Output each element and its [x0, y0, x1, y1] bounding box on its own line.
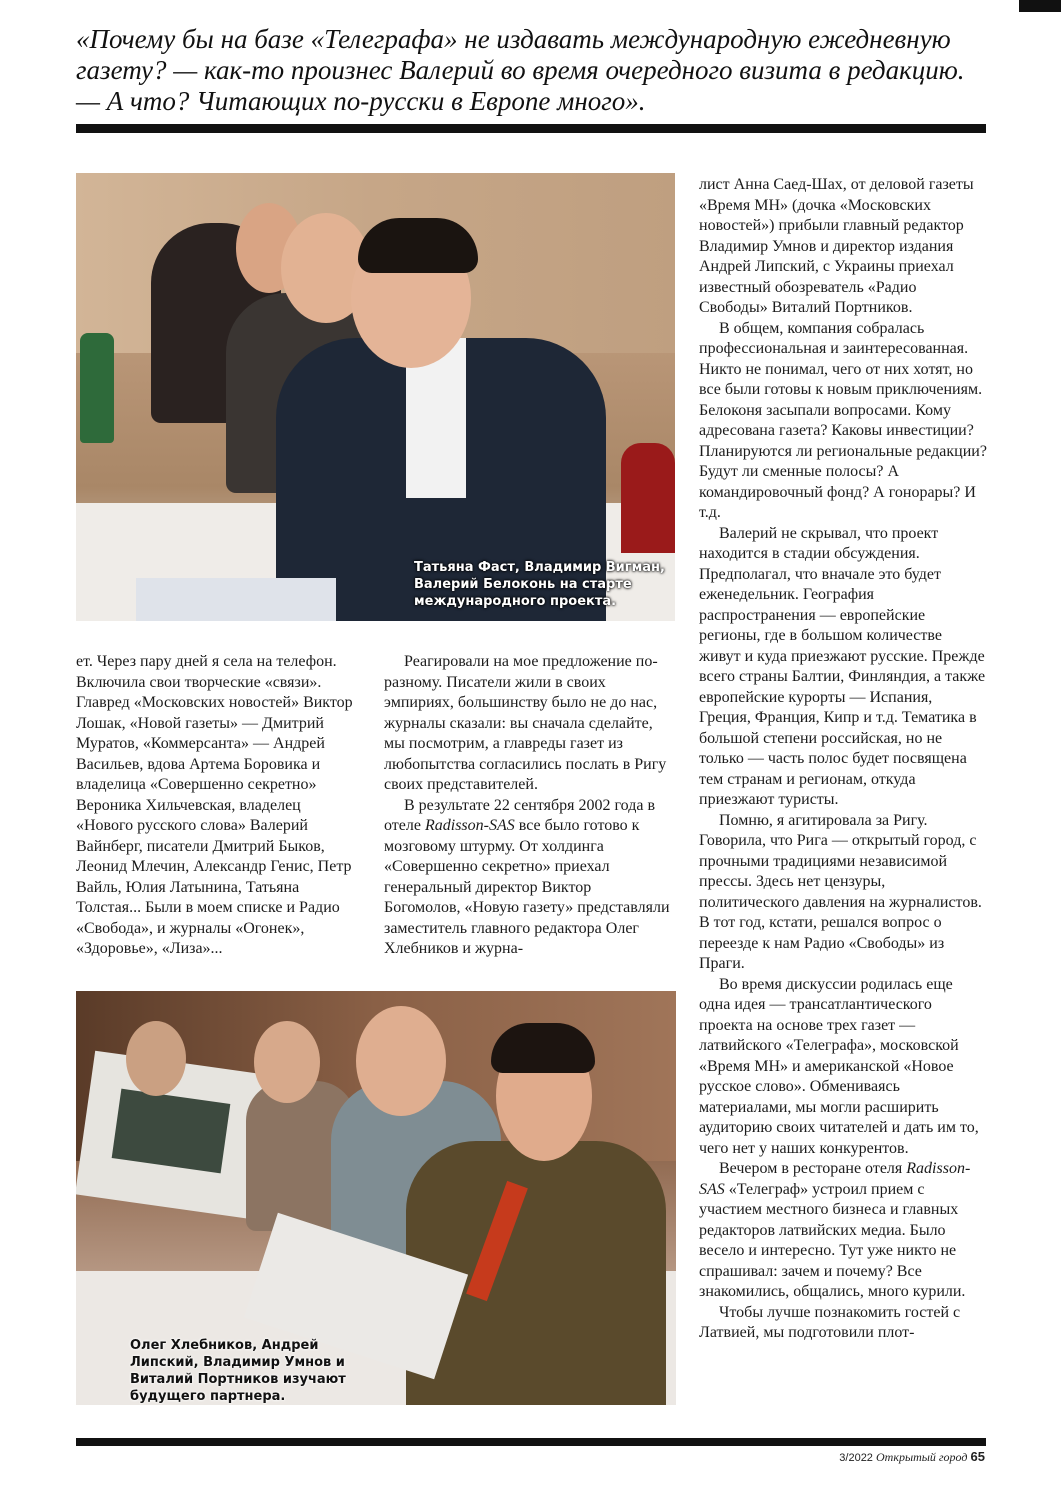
person-2-face — [254, 1021, 320, 1103]
text-run: Вечером в ресторане отеля — [719, 1160, 907, 1177]
footer-divider — [76, 1438, 986, 1446]
column-3-paragraph-5: Во время дискуссии родилась еще одна идея — трансатлантического проекта на основе трех газет — латвийского «Телеграфа», московской «Время МН» и американской «Новое русское слово». Обмениваясь материалами, мы могли расширить аудиторию своих читателей и дать им то, чего нет у наших конкурентов. — [699, 975, 979, 1157]
hotel-name: Radisson-SAS — [424, 817, 515, 834]
column-1-paragraph: ет. Через пару дней я села на телефон. Включила свои творческие «связи». Главред «Московских новостей» Виктор Лошак, «Новой газеты» — Дмитрий Муратов, «Коммерсанта» — Андрей Васильев, вдова Артема Боровика и владелица «Совершенно секретно» Вероника Хильчевская, владелец «Нового русского слова» Валерий Вайнберг, писатели Дмитрий Быков, Леонид Млечин, Александр Генис, Петр Вайль, Юлия Латынина, Татьяна Толстая... Были в моем списке и Радио «Свобода», и журналы «Огонек», «Здоровье», «Лиза»... — [76, 653, 353, 957]
column-3-paragraph-3: Валерий не скрывал, что проект находится в стадии обсуждения. Предполагал, что вначале это будет еженедельник. География распространения — европейские регионы, где в большом количестве живут и куда приезжают русские. Прежде всего страны Балтии, Финляндия, а также европейские курорты — Испания, Греция, Франция, Кипр и т.д. Тематика в большой степени российская, но не только — часть полос будет посвящена тем странам и регионам, откуда приезжают туристы. — [699, 524, 986, 808]
person-4-hair — [491, 1023, 595, 1073]
page-footer — [839, 1449, 985, 1465]
person-3-face — [356, 1006, 446, 1116]
red-chair — [621, 443, 675, 553]
magazine-name: Открытый город — [876, 1450, 968, 1464]
column-3-paragraph-6 — [699, 1159, 987, 1303]
text-run: В результате 22 сентября 2002 года в отеле — [384, 796, 655, 834]
lead-divider — [76, 124, 986, 133]
person-1-face — [126, 1021, 186, 1096]
column-3-paragraph-2: В общем, компания собралась профессиональная и заинтересованная. Никто не понимал, чего от них хотят, но все были готовы к новым приключениям. Белоконя засыпали вопросами. Кому адресована газета? Каковы инвестиции? Планируются ли региональные редакции? Будут ли сменные полосы? А командировочный фонд? А гонорары? И т.д. — [699, 319, 987, 521]
water-bottle — [80, 333, 114, 443]
column-2 — [384, 652, 671, 960]
column-2-paragraph-2 — [384, 796, 671, 960]
page-number: 65 — [970, 1449, 985, 1464]
column-1 — [76, 652, 358, 960]
person-right-hair — [358, 218, 478, 273]
column-3 — [699, 175, 987, 1344]
newspaper-photo — [112, 1089, 231, 1174]
photo-bottom — [76, 991, 676, 1405]
page-edge-strip — [1019, 0, 1061, 12]
newspaper-on-table — [136, 578, 336, 621]
column-3-paragraph-7: Чтобы лучше познакомить гостей с Латвией, мы подготовили плот- — [699, 1303, 961, 1341]
text-run: «Телеграф» устроил прием с участием местного бизнеса и главных редакторов латвийских медиа. Было весело и интересно. Тут уже никто не спрашивал: зачем и почему? Все знакомились, общались, много курили. — [699, 1180, 966, 1300]
column-3-paragraph-1: лист Анна Саед-Шах, от деловой газеты «Время МН» (дочка «Московских новостей») прибыли главный редактор Владимир Умнов и директор издания Андрей Липский, с Украины приехал известный обозреватель «Радио Свободы» Виталий Портников. — [699, 176, 974, 316]
photo-bottom-caption: Олег Хлебников, Андрей Липский, Владимир Умнов и Виталий Портников изучают будущего партнера. — [130, 1338, 346, 1404]
lead-quote: «Почему бы на базе «Телеграфа» не издавать международную ежедневную газету? — как-то произнес Валерий во время очередного визита в редакцию. — А что? Читающих по-русски в Европе много». — [76, 24, 965, 116]
photo-top-caption: Татьяна Фаст, Владимир Вигман, Валерий Белоконь на старте международного проекта. — [414, 560, 665, 609]
column-2-paragraph-1: Реагировали на мое предложение по-разному. Писатели жили в своих эмпириях, большинству было не до нас, журналы сказали: вы сначала сделайте, мы посмотрим, а главреды газет из любопытства согласились послать в Ригу своих представителей. — [384, 653, 667, 793]
column-3-paragraph-4: Помню, я агитировала за Ригу. Говорила, что Рига — открытый город, с прочными традициями независимой прессы. Здесь нет цензуры, политического давления на журналистов. В тот год, кстати, решался вопрос о переезде к нам Радио «Свободы» из Праги. — [699, 811, 982, 972]
issue-number: 3/2022 — [839, 1452, 873, 1464]
text-run: все было готово к мозговому штурму. От холдинга «Совершенно секретно» приехал генеральный директор Виктор Богомолов, «Новую газету» представляли заместитель главного редактора Олег Хлебников и журна- — [384, 817, 670, 957]
hotel-name: Radisson-SAS — [699, 1160, 971, 1198]
photo-top — [76, 173, 675, 621]
